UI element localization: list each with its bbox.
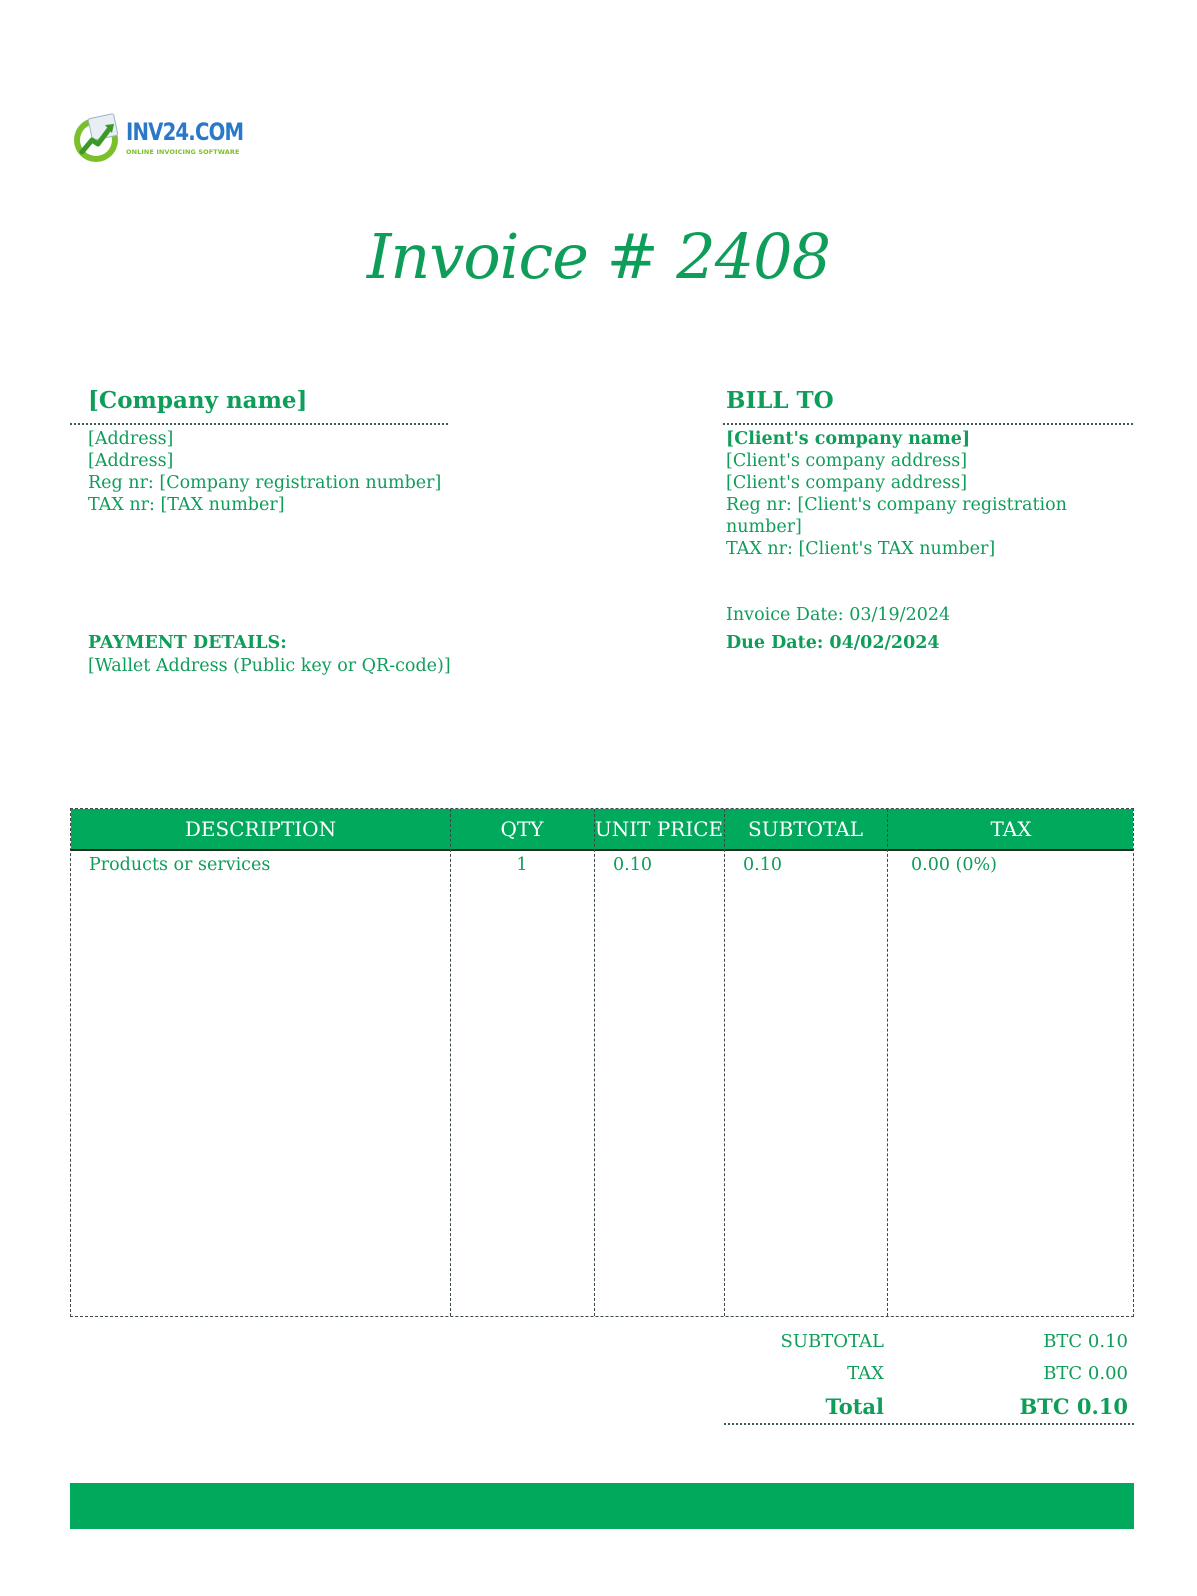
- seller-address-line: [Address]: [88, 429, 174, 449]
- bill-to-heading: BILL TO: [726, 387, 834, 414]
- invoice-title: Invoice # 2408: [366, 220, 831, 293]
- bill-to-divider: [723, 423, 1133, 425]
- column-header-qty: QTY: [500, 817, 544, 841]
- row-tax: 0.00 (0%): [911, 855, 997, 875]
- totals-tax-label: TAX: [847, 1363, 884, 1384]
- seller-details: [88, 428, 441, 516]
- totals-subtotal-label: SUBTOTAL: [780, 1331, 884, 1352]
- row-description: Products or services: [89, 855, 271, 875]
- footer-bar: [70, 1483, 1134, 1529]
- column-header-subtotal: SUBTOTAL: [748, 817, 863, 841]
- column-separator: [450, 809, 451, 1316]
- column-separator: [594, 809, 595, 1316]
- seller-divider: [70, 423, 448, 425]
- client-company-name: [Client's company name]: [726, 429, 971, 449]
- column-separator: [724, 809, 725, 1316]
- company-logo: [72, 112, 244, 168]
- column-header-unit-price: UNIT PRICE: [594, 817, 724, 841]
- column-header-description: DESCRIPTION: [184, 817, 337, 841]
- client-details: [726, 428, 1126, 560]
- row-unit-price: 0.10: [613, 855, 652, 875]
- seller-reg-number: Reg nr: [Company registration number]: [88, 473, 442, 493]
- totals-subtotal-value: BTC 0.10: [1043, 1331, 1128, 1352]
- logo-text: INV24.COM: [126, 118, 244, 146]
- line-items-table: [70, 808, 1134, 1317]
- invoice-arrow-logo-icon: [72, 112, 124, 164]
- seller-tax-number: TAX nr: [TAX number]: [88, 495, 285, 515]
- invoice-date: Invoice Date: 03/19/2024: [726, 605, 951, 625]
- totals-tax-value: BTC 0.00: [1043, 1363, 1128, 1384]
- payment-details-heading: PAYMENT DETAILS:: [88, 633, 287, 653]
- logo-tagline: ONLINE INVOICING SOFTWARE: [126, 148, 240, 156]
- totals-total-value: BTC 0.10: [1019, 1394, 1128, 1419]
- column-header-tax: TAX: [990, 817, 1032, 841]
- client-address-line: [Client's company address]: [726, 473, 968, 493]
- row-qty: 1: [516, 855, 528, 875]
- seller-address-line: [Address]: [88, 451, 174, 471]
- totals-total-label: Total: [825, 1394, 884, 1419]
- row-subtotal: 0.10: [743, 855, 782, 875]
- due-date: Due Date: 04/02/2024: [726, 633, 940, 653]
- client-address-line: [Client's company address]: [726, 451, 968, 471]
- wallet-address: [Wallet Address (Public key or QR-code)]: [88, 656, 451, 676]
- column-separator: [887, 809, 888, 1316]
- client-reg-number: Reg nr: [Client's company registration number]: [726, 495, 1067, 537]
- seller-company-name: [Company name]: [88, 387, 308, 414]
- client-tax-number: TAX nr: [Client's TAX number]: [726, 539, 996, 559]
- total-divider: [724, 1423, 1134, 1425]
